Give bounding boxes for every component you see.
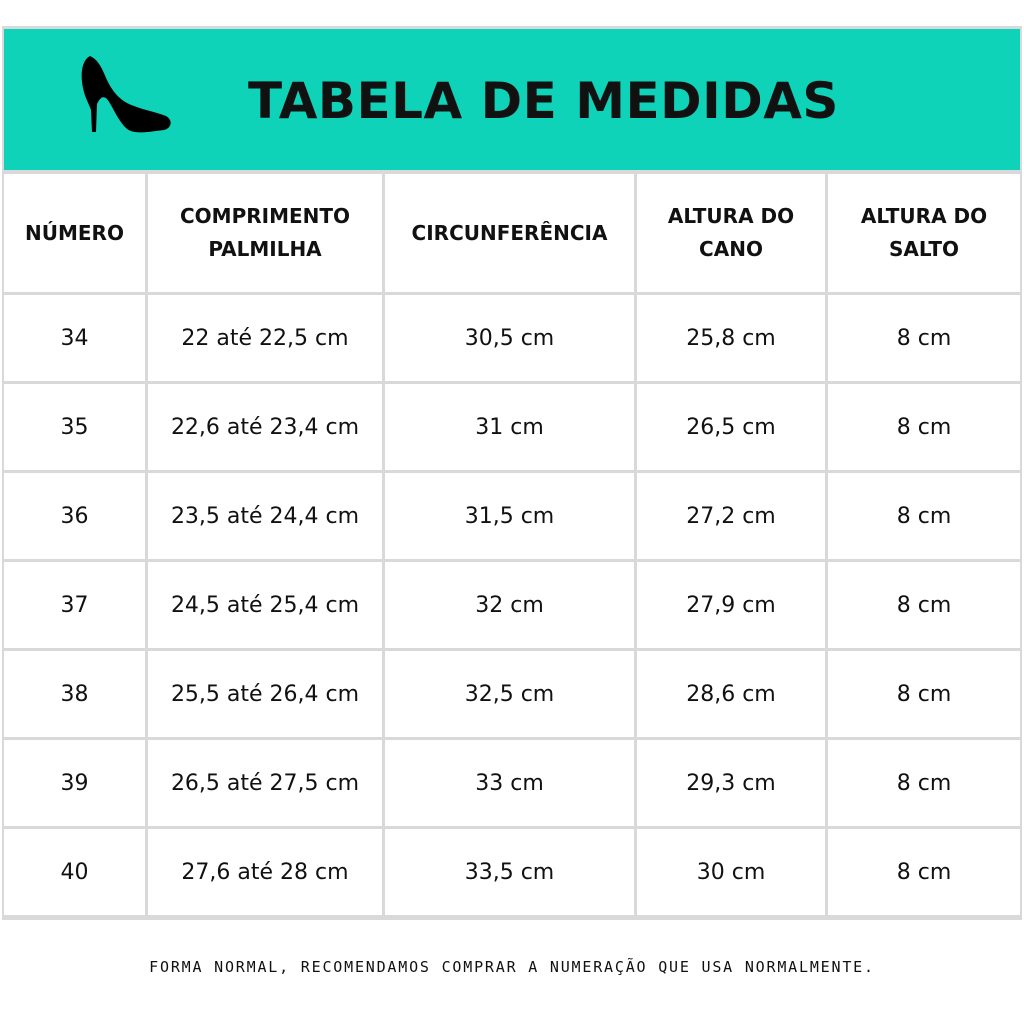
size-table bbox=[4, 174, 1020, 918]
table-cell: 8 cm bbox=[828, 384, 1020, 470]
table-cell: 35 bbox=[4, 384, 145, 470]
table-cell: 24,5 até 25,4 cm bbox=[148, 562, 382, 648]
table-cell: 32,5 cm bbox=[385, 651, 634, 737]
table-cell: 33,5 cm bbox=[385, 829, 634, 915]
table-cell: 27,9 cm bbox=[637, 562, 825, 648]
table-cell: 32 cm bbox=[385, 562, 634, 648]
table-cell: 25,5 até 26,4 cm bbox=[148, 651, 382, 737]
column-header-circunferencia: CIRCUNFERÊNCIA bbox=[385, 174, 634, 292]
table-cell: 31 cm bbox=[385, 384, 634, 470]
table-cell: 27,2 cm bbox=[637, 473, 825, 559]
high-heel-shoe-icon bbox=[76, 52, 174, 136]
table-cell: 38 bbox=[4, 651, 145, 737]
table-cell: 8 cm bbox=[828, 473, 1020, 559]
table-cell: 28,6 cm bbox=[637, 651, 825, 737]
table-cell: 37 bbox=[4, 562, 145, 648]
table-cell: 22,6 até 23,4 cm bbox=[148, 384, 382, 470]
table-cell: 8 cm bbox=[828, 295, 1020, 381]
column-header-altura-cano: ALTURA DO CANO bbox=[637, 174, 825, 292]
table-cell: 40 bbox=[4, 829, 145, 915]
column-header-comprimento-palmilha: COMPRIMENTO PALMILHA bbox=[148, 174, 382, 292]
table-cell: 8 cm bbox=[828, 740, 1020, 826]
page-title: TABELA DE MEDIDAS bbox=[248, 72, 839, 130]
table-cell: 27,6 até 28 cm bbox=[148, 829, 382, 915]
column-header-altura-salto: ALTURA DO SALTO bbox=[828, 174, 1020, 292]
table-cell: 8 cm bbox=[828, 829, 1020, 915]
table-cell: 22 até 22,5 cm bbox=[148, 295, 382, 381]
table-cell: 31,5 cm bbox=[385, 473, 634, 559]
table-cell: 25,8 cm bbox=[637, 295, 825, 381]
table-cell: 23,5 até 24,4 cm bbox=[148, 473, 382, 559]
table-cell: 8 cm bbox=[828, 651, 1020, 737]
footnote-text: FORMA NORMAL, RECOMENDAMOS COMPRAR A NUMERAÇÃO QUE USA NORMALMENTE. bbox=[149, 958, 875, 976]
table-cell: 30,5 cm bbox=[385, 295, 634, 381]
table-cell: 34 bbox=[4, 295, 145, 381]
table-cell: 26,5 até 27,5 cm bbox=[148, 740, 382, 826]
table-cell: 8 cm bbox=[828, 562, 1020, 648]
column-header-numero: NÚMERO bbox=[4, 174, 145, 292]
table-cell: 30 cm bbox=[637, 829, 825, 915]
table-cell: 33 cm bbox=[385, 740, 634, 826]
table-cell: 39 bbox=[4, 740, 145, 826]
table-cell: 26,5 cm bbox=[637, 384, 825, 470]
table-cell: 36 bbox=[4, 473, 145, 559]
table-cell: 29,3 cm bbox=[637, 740, 825, 826]
